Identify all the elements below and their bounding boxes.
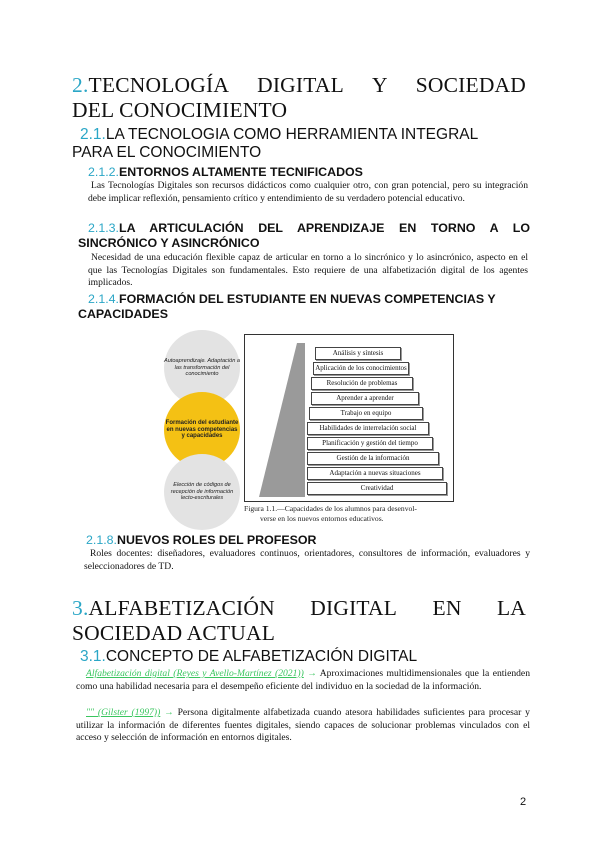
section-2-heading	[72, 73, 526, 123]
section-2-1-2-heading	[88, 165, 363, 180]
heading-text: NUEVOS ROLES DEL PROFESOR	[117, 533, 317, 547]
heading-word: SOCIEDAD	[415, 73, 526, 97]
section-2-1-3-heading	[78, 221, 530, 251]
caption-line-1: Figura 1.1.—Capacidades de los alumnos para desenvol-	[244, 504, 417, 513]
heading-line-2: PARA EL CONOCIMIENTO	[72, 144, 262, 161]
citation-link[interactable]: Alfabetización digital (Reyes y Avello-Martínez (2021))	[86, 668, 304, 679]
section-2-1-3-text: Necesidad de una educación flexible capaz de articular en torno a lo sincrónico y lo asincrónico, aspecto en el que las Tecnologías Digitales son fundamentales. Esto requiere de una alfabetización digital de los agentes implicados.	[88, 252, 528, 289]
section-3-1-paragraph-2	[76, 707, 530, 745]
circle-bottom: Elección de códigos de recepción de información lecto-escriturales	[164, 454, 240, 530]
heading-word: LA	[496, 596, 526, 620]
paragraph-text: Aproximaciones multidimensionales que la entienden como una habilidad necesaria para el desempeño eficiente del individuo en la sociedad de la información.	[76, 668, 530, 692]
heading-word: DIGITAL	[257, 73, 344, 97]
paragraph-text: Persona digitalmente alfabetizada cuando atesora habilidades suficientes para procesar y utilizar la información de diferentes fuentes digitales, siendo capaces de solucionar problemas vinculados con el acceso y selección de información en entornos digitales.	[76, 707, 530, 744]
heading-line-1: LA ARTICULACIÓN DEL APRENDIZAJE EN TORNO A LO	[119, 221, 530, 235]
heading-line-1: LA TECNOLOGIA COMO HERRAMIENTA INTEGRAL	[105, 126, 479, 143]
section-number: 2.1.3.	[88, 221, 120, 235]
step: Adaptación a nuevas situaciones	[307, 467, 443, 480]
step: Aplicación de los conocimientos	[313, 362, 409, 375]
circle-middle: Formación del estudiante en nuevas competencias y capacidades	[164, 392, 240, 468]
step: Planificación y gestión del tiempo	[307, 437, 433, 450]
section-number: 2.1.	[80, 126, 106, 143]
heading-line-2: SOCIEDAD ACTUAL	[72, 621, 276, 645]
section-3-1-heading	[80, 648, 417, 666]
section-2-1-heading	[72, 126, 532, 162]
heading-text: ENTORNOS ALTAMENTE TECNIFICADOS	[119, 165, 363, 179]
section-number: 2.1.8.	[86, 533, 118, 547]
figure-competencies	[160, 330, 460, 530]
section-number: 2.1.2.	[88, 165, 120, 179]
section-number: 3.	[72, 596, 89, 620]
heading-line-2: SINCRÓNICO Y ASINCRÓNICO	[78, 236, 260, 250]
heading-line-2: CAPACIDADES	[78, 307, 168, 321]
step: Habilidades de interrelación social	[307, 422, 429, 435]
step: Resolución de problemas	[311, 377, 413, 390]
step: Análisis y síntesis	[315, 347, 401, 360]
section-2-1-4-heading	[78, 292, 530, 322]
section-3-heading	[72, 596, 526, 646]
heading-word: DIGITAL	[310, 596, 398, 620]
heading-word: Y	[371, 73, 388, 97]
step: Creatividad	[307, 482, 447, 495]
section-number: 2.	[72, 73, 89, 97]
figure-caption	[244, 504, 464, 524]
heading-word: ALFABETIZACIÓN	[88, 596, 275, 620]
heading-line-1: FORMACIÓN DEL ESTUDIANTE EN NUEVAS COMPETENCIAS Y	[119, 292, 496, 306]
step: Gestión de la información	[307, 452, 439, 465]
section-2-1-8-heading	[86, 533, 316, 548]
section-2-1-8-text: Roles docentes: diseñadores, evaluadores continuos, orientadores, consultores de información, evaluadores y seleccionadores de TD.	[84, 548, 530, 572]
circle-top: Autoaprendizaje. Adaptación a las transformación del conocimiento	[164, 330, 240, 406]
step: Trabajo en equipo	[309, 407, 423, 420]
arrow-icon: →	[307, 668, 317, 679]
step: Aprender a aprender	[311, 392, 419, 405]
citation-link[interactable]: "" (Gilster (1997))	[86, 707, 161, 718]
section-number: 3.1.	[80, 648, 106, 665]
page-number: 2	[520, 796, 527, 808]
heading-word: EN	[432, 596, 462, 620]
caption-line-2: verse en los nuevos entornos educativos.	[260, 514, 384, 523]
heading-line-2: DEL CONOCIMIENTO	[72, 98, 288, 122]
pyramid-side	[259, 343, 305, 497]
section-3-1-paragraph-1	[76, 668, 530, 693]
section-number: 2.1.4.	[88, 292, 120, 306]
arrow-icon: →	[164, 707, 174, 718]
pyramid-frame	[244, 334, 454, 502]
heading-word: TECNOLOGÍA	[88, 73, 230, 97]
section-2-1-2-text: Las Tecnologías Digitales son recursos didácticos como cualquier otro, con gran potencial, pero su integración debe implicar reflexión, pensamiento crítico y entendimiento de su verdadero potencial educativo.	[88, 180, 528, 204]
heading-text: CONCEPTO DE ALFABETIZACIÓN DIGITAL	[105, 648, 418, 665]
